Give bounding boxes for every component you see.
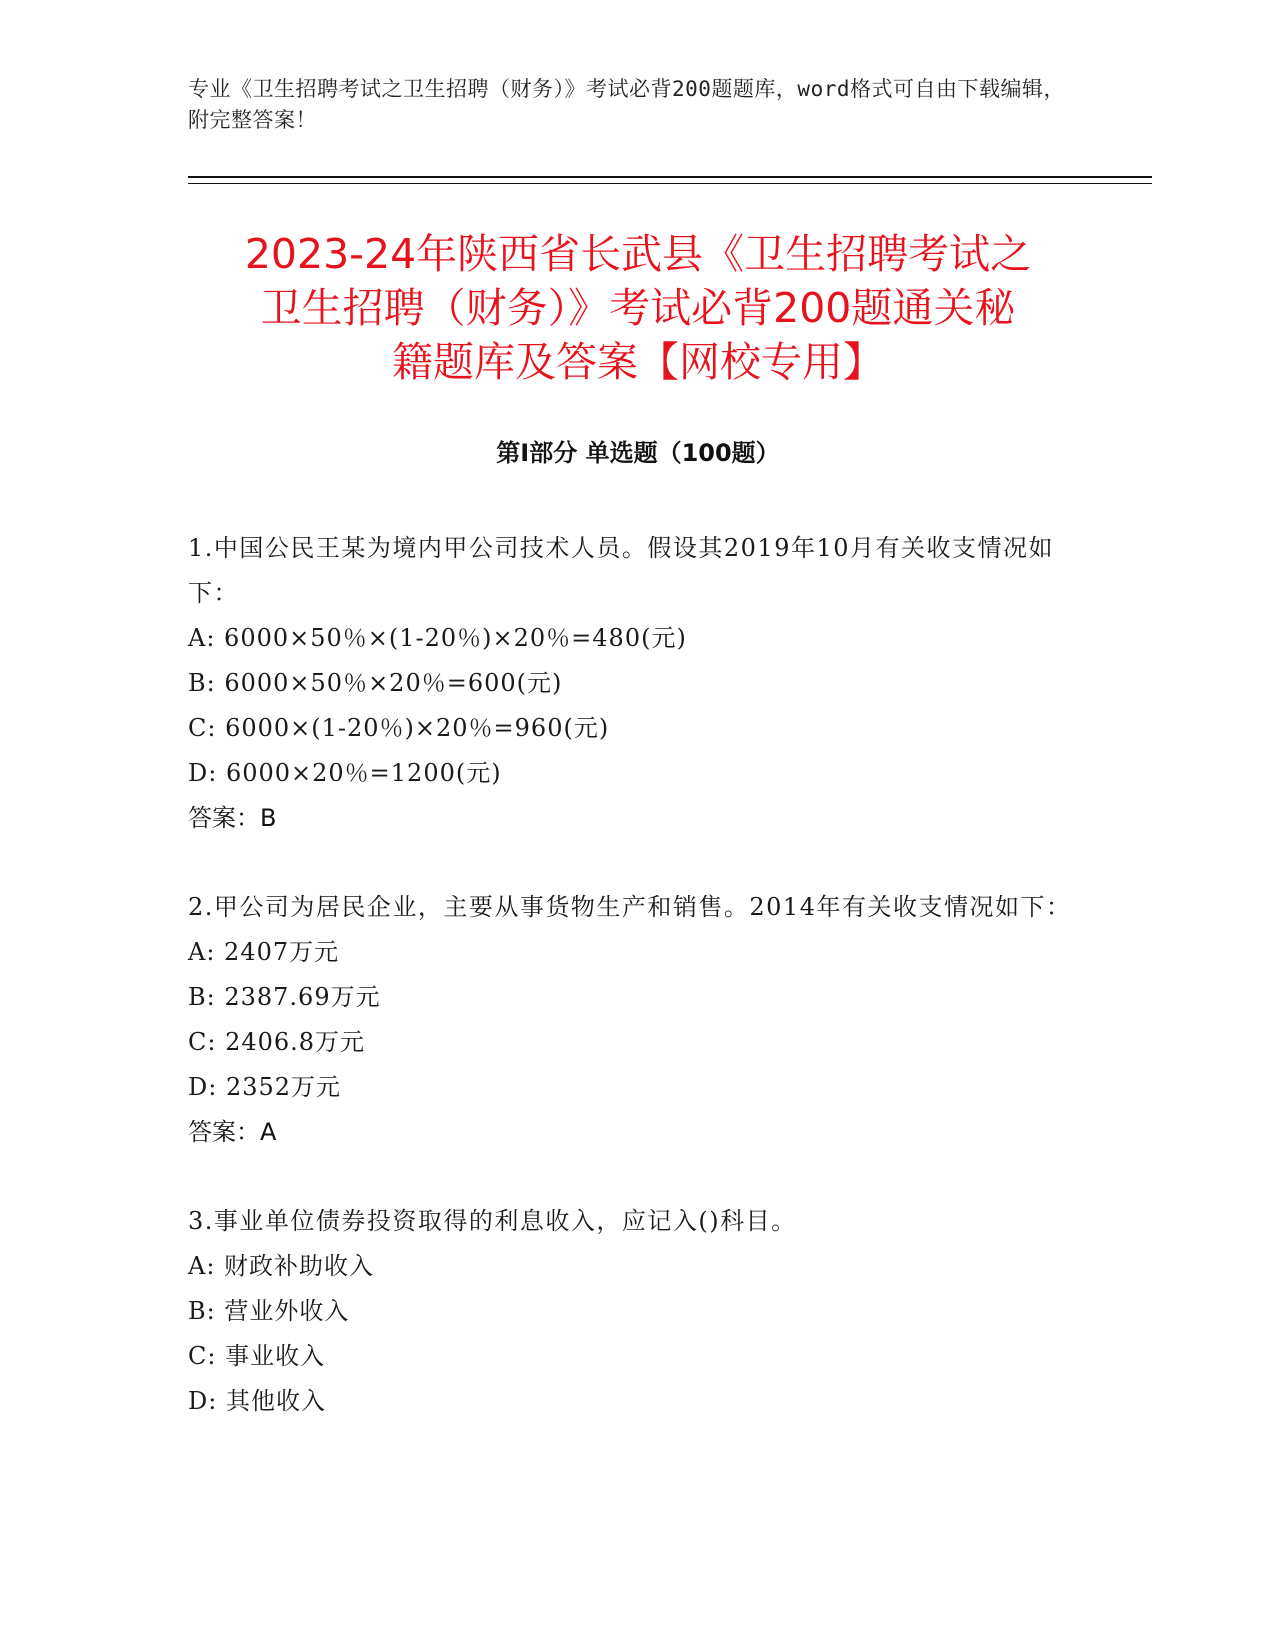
question-2 — [188, 885, 1078, 1155]
option-b: B: 2387.69万元 — [188, 983, 381, 1011]
title-line-1: 2023-24年陕西省长武县《卫生招聘考试之 — [244, 230, 1032, 278]
option-b: B: 6000×50％×20％=600(元) — [188, 669, 563, 697]
option-d: D: 6000×20％=1200(元) — [188, 759, 502, 787]
option-a: A: 6000×50％×(1-20％)×20％=480(元) — [188, 624, 687, 652]
option-d: D: 其他收入 — [188, 1387, 326, 1415]
option-a: A: 财政补助收入 — [188, 1252, 375, 1280]
question-3 — [188, 1199, 1078, 1424]
answer: 答案：A — [188, 1118, 277, 1146]
option-c: C: 6000×(1-20％)×20％=960(元) — [188, 714, 610, 742]
document-title — [188, 227, 1088, 389]
title-line-2: 卫生招聘（财务）》考试必背200题通关秘 — [260, 284, 1016, 332]
question-stem: 3.事业单位债券投资取得的利息收入，应记入()科目。 — [188, 1207, 797, 1235]
section-title: 第I部分 单选题（100题） — [496, 439, 780, 467]
option-c: C: 2406.8万元 — [188, 1028, 366, 1056]
question-stem: 1.中国公民王某为境内甲公司技术人员。假设其2019年10月有关收支情况如下： — [188, 534, 1055, 607]
option-b: B: 营业外收入 — [188, 1297, 350, 1325]
answer: 答案：B — [188, 804, 277, 832]
question-stem: 2.甲公司为居民企业，主要从事货物生产和销售。2014年有关收支情况如下： — [188, 893, 1072, 921]
header-rule-thick — [188, 176, 1152, 178]
header-rule-thin — [188, 183, 1152, 184]
option-d: D: 2352万元 — [188, 1073, 342, 1101]
option-c: C: 事业收入 — [188, 1342, 326, 1370]
header-note: 专业《卫生招聘考试之卫生招聘（财务）》考试必背200题题库，word格式可自由下载编辑，附完整答案！ — [188, 77, 1065, 132]
option-a: A: 2407万元 — [188, 938, 340, 966]
question-list — [188, 526, 1078, 1468]
title-line-3: 籍题库及答案【网校专用】 — [392, 338, 884, 386]
question-1 — [188, 526, 1078, 841]
